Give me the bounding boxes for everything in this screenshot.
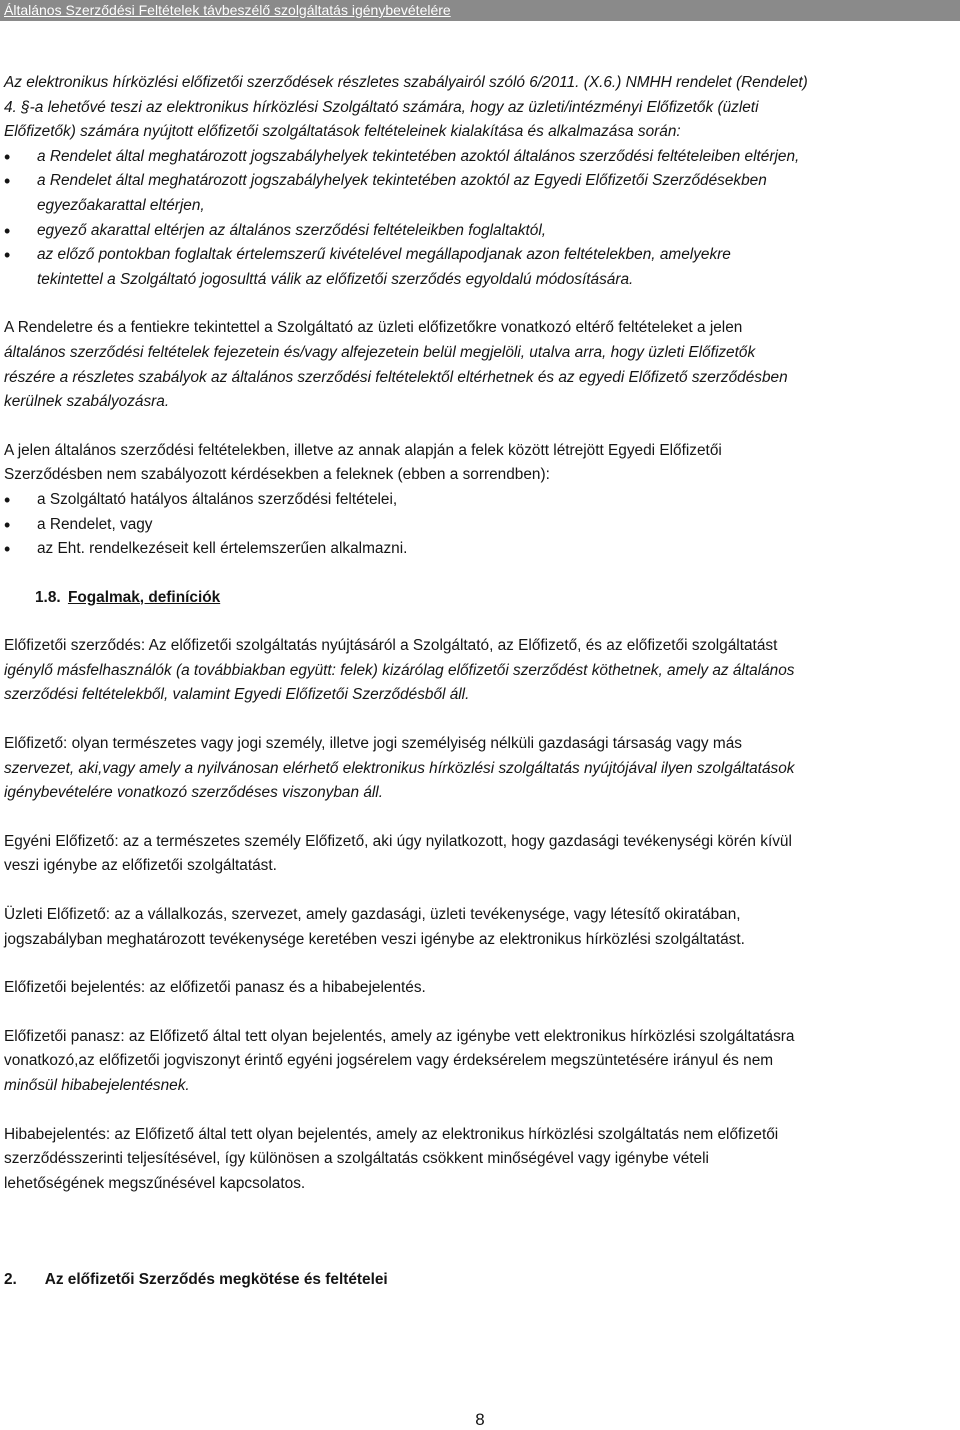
definition-paragraph: [4, 732, 956, 806]
paragraph-line: minősül hibabejelentésnek.: [4, 1077, 190, 1094]
paragraph-line: Üzleti Előfizető: az a vállalkozás, szervezet, amely gazdasági, üzleti tevékenysége, vagy létesítő okiratában,: [4, 906, 741, 924]
list-item-line: • a Rendelet által meghatározott jogszabályhelyek tekintetében azoktól általános szerződési feltételeiben eltérjen,: [37, 147, 800, 165]
definition-paragraph: [4, 1025, 956, 1099]
paragraph-line: kerülnek szabályozásra.: [4, 393, 170, 411]
list-item: [4, 219, 956, 244]
list-item-line: egyezőakarattal eltérjen,: [37, 196, 205, 214]
paragraph-line: Előfizetői bejelentés: az előfizetői panasz és a hibabejelentés.: [4, 979, 426, 997]
paragraph-line: lehetőségének megszűnésével kapcsolatos.: [4, 1174, 306, 1192]
list-item-line: tekintettel a Szolgáltató jogosulttá válik az előfizetői szerződés egyoldalú módosítására.: [37, 270, 634, 288]
paragraph-line: A Rendeletre és a fentiekre tekintettel a Szolgáltató az üzleti előfizetőkre vonatkozó eltérő feltételeket a jelen: [4, 319, 743, 337]
chapter-number: 2.: [4, 1271, 17, 1289]
paragraph-line: vonatkozó,az előfizetői jogviszonyt érintő egyéni jogsérelem vagy érdeksérelem megszüntetésére irányul és nem: [4, 1052, 774, 1070]
business-paragraph: [4, 316, 956, 414]
header-bar: [0, 0, 960, 21]
paragraph-line: Hibabejelentés: az Előfizető által tett olyan bejelentés, amely az elektronikus hírközlési szolgáltatás nem előfizetői: [4, 1125, 779, 1143]
list-item-line: • egyező akarattal eltérjen az általános szerződési feltételeikben foglaltaktól,: [37, 221, 547, 239]
section-heading: [4, 586, 956, 611]
paragraph-line: Egyéni Előfizető: az a természetes személy Előfizető, aki úgy nyilatkozott, hogy gazdasági tevékenységi körén kívül: [4, 832, 792, 850]
definition-paragraph: [4, 634, 956, 708]
paragraph-line: szervezet, aki,vagy amely a nyilvánosan elérhető elektronikus hírközlési szolgáltatás nyújtójával ilyen szolgáltatások: [4, 759, 795, 777]
list-item: [4, 243, 956, 292]
intro-line: Az elektronikus hírközlési előfizetői szerződések részletes szabályairól szóló 6/2011. (X.6.) NMHH rendelet (Rendelet): [4, 74, 808, 91]
chapter-title: Az előfizetői Szerződés megkötése és feltételei: [44, 1271, 388, 1289]
paragraph-line: általános szerződési feltételek fejezetein és/vagy alfejezetein belül megjelöli, utalva arra, hogy üzleti Előfizetők: [4, 343, 756, 361]
definition-paragraph: [4, 903, 956, 952]
list-item: [4, 145, 956, 170]
paragraph-line: szerződésszerinti teljesítésével, így különösen a szolgáltatás csökkent minőségével vagy igénybe vételi: [4, 1150, 709, 1168]
paragraph-line: Előfizetői panasz: az Előfizető által tett olyan bejelentés, amely az igénybe vett elektronikus hírközlési szolgáltatásra: [4, 1027, 795, 1045]
definition-paragraph: [4, 1123, 956, 1197]
list-item: • a Rendelet, vagy: [4, 513, 956, 538]
definition-paragraph: [4, 976, 956, 1001]
list-item: [4, 169, 956, 218]
intro-paragraph: [4, 71, 956, 145]
page-content: [4, 71, 956, 1293]
section-number: 1.8.: [35, 588, 61, 606]
intro-line: Előfizetők) számára nyújtott előfizetői szolgáltatások feltételeinek kialakítása és alkalmazása során:: [4, 123, 681, 141]
rendelet-bullet-list: [4, 145, 956, 293]
list-item-line: • az előző pontokban foglaltak értelemszerű kivételével megállapodjanak azon feltételekben, amelyekre: [37, 246, 731, 264]
order-paragraph: [4, 439, 956, 488]
list-item: • a Szolgáltató hatályos általános szerződési feltételei,: [4, 488, 956, 513]
paragraph-line: veszi igénybe az előfizetői szolgáltatást.: [4, 857, 277, 875]
paragraph-line: jogszabályban meghatározott tevékenysége keretében veszi igénybe az elektronikus hírközlési szolgáltatást.: [4, 930, 745, 948]
paragraph-line: Előfizetői szerződés: Az előfizetői szolgáltatás nyújtásáról a Szolgáltató, az Előfizető, és az előfizetői szolgáltatást: [4, 637, 778, 655]
document-title-link[interactable]: Általános Szerződési Feltételek távbeszélő szolgáltatás igénybevételére: [4, 2, 451, 18]
paragraph-line: igénybevételére vonatkozó szerződéses viszonyban áll.: [4, 784, 384, 802]
definition-paragraph: [4, 830, 956, 879]
list-item-line: • a Rendelet által meghatározott jogszabályhelyek tekintetében azoktól az Egyedi Előfizetői Szerződésekben: [37, 172, 767, 190]
paragraph-line: szerződési feltételekből, valamint Egyedi Előfizetői Szerződésből áll.: [4, 686, 470, 704]
chapter-heading: [4, 1268, 956, 1293]
list-item: • az Eht. rendelkezéseit kell értelemszerűen alkalmazni.: [4, 537, 956, 562]
paragraph-line: Szerződésben nem szabályozott kérdésekben a feleknek (ebben a sorrendben):: [4, 466, 550, 484]
paragraph-line: A jelen általános szerződési feltételekben, illetve az annak alapján a felek között létrejött Egyedi Előfizetői: [4, 441, 722, 459]
intro-line: 4. §-a lehetővé teszi az elektronikus hírközlési Szolgáltató számára, hogy az üzleti/intézményi Előfizetők (üzleti: [4, 98, 759, 116]
paragraph-line: Előfizető: olyan természetes vagy jogi személy, illetve jogi személyiség nélküli gazdasági társaság vagy más: [4, 735, 742, 753]
paragraph-line: igénylő másfelhasználók (a továbbiakban együtt: felek) kizárólag előfizetői szerződést köthetnek, amely az általános: [4, 661, 795, 679]
section-title: Fogalmak, definíciók: [67, 588, 221, 606]
page-number: 8: [475, 1410, 485, 1429]
order-bullet-list: [4, 488, 956, 562]
paragraph-line: részére a részletes szabályok az általános szerződési feltételektől eltérhetnek és az egyedi Előfizető szerződésben: [4, 368, 788, 386]
